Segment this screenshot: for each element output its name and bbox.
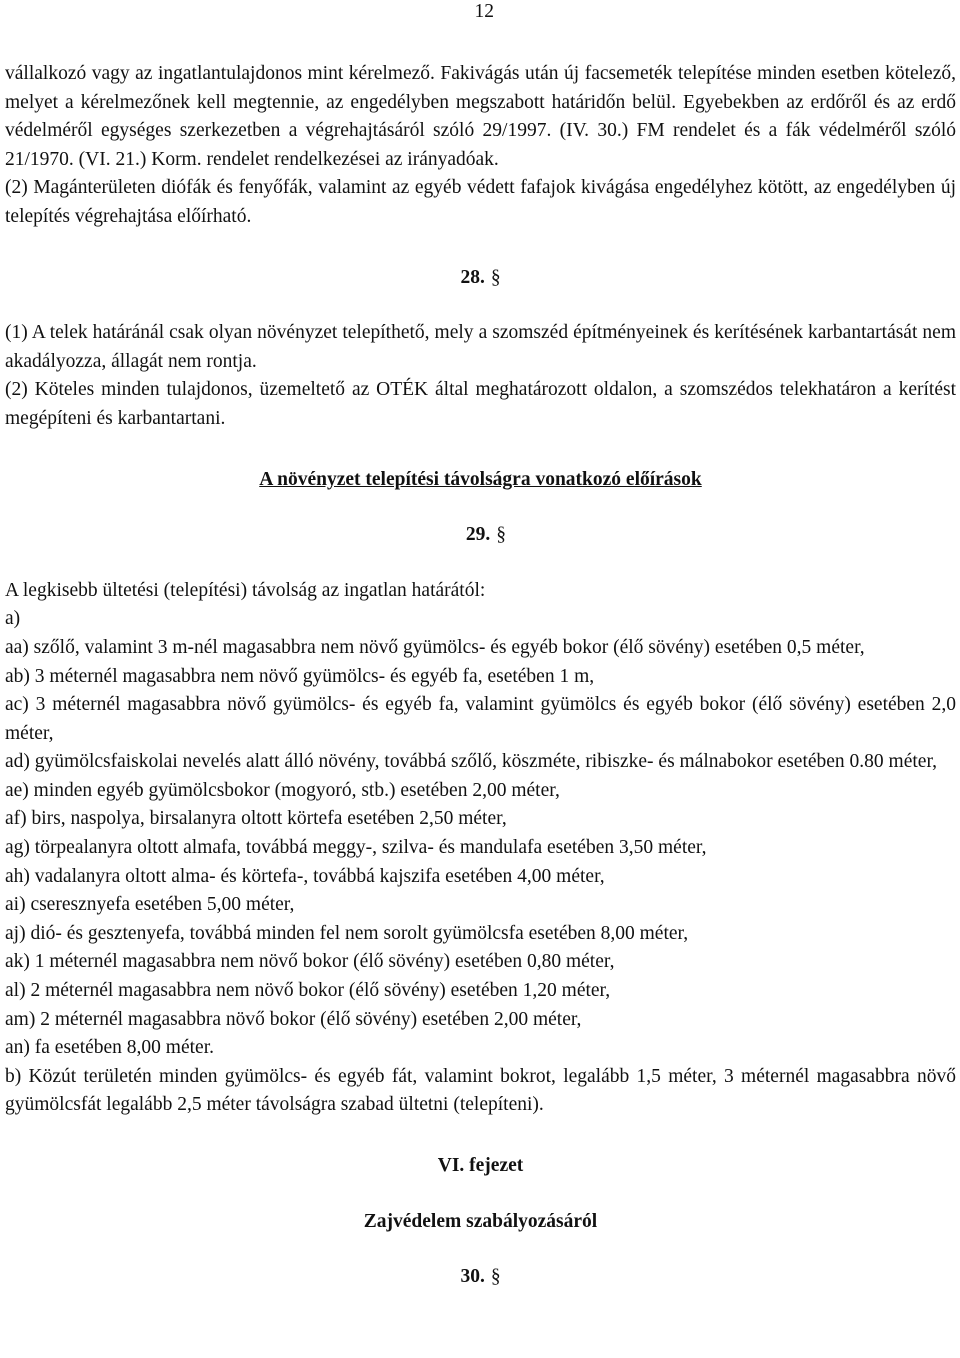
section-28-paragraph-1: (1) A telek határánál csak olyan növényzet telepíthető, mely a szomszéd építményeinek és kerítésének karbantartását nem akadályozza, állagát nem rontja. bbox=[5, 322, 956, 372]
list-item: ac) 3 méternél magasabbra növő gyümölcs- és egyéb fa, valamint gyümölcs és egyéb bokor (élő sövény) esetében 2,0 méter, bbox=[5, 694, 956, 744]
intro-block bbox=[5, 60, 956, 232]
list-item: aj) dió- és gesztenyefa, továbbá minden fel nem sorolt gyümölcsfa esetében 8,00 méter, bbox=[5, 922, 689, 944]
section-30-number: 30. bbox=[460, 1266, 485, 1288]
section-28-number: 28. bbox=[460, 266, 485, 288]
list-item: ai) cseresznyefa esetében 5,00 méter, bbox=[5, 894, 295, 916]
section-29-lead: A legkisebb ültetési (telepítési) távolság az ingatlan határától: bbox=[5, 579, 486, 601]
list-item: aa) szőlő, valamint 3 m-nél magasabbra nem növő gyümölcs- és egyéb bokor (élő sövény) esetében 0,5 méter, bbox=[5, 636, 865, 658]
page-number: 12 bbox=[474, 1, 494, 22]
list-item: af) birs, naspolya, birsalanyra oltott körtefa esetében 2,50 méter, bbox=[5, 808, 507, 830]
section-symbol: § bbox=[496, 524, 506, 546]
list-item: al) 2 méternél magasabbra nem növő bokor (élő sövény) esetében 1,20 méter, bbox=[5, 980, 611, 1002]
chapter-title: VI. fejezet bbox=[437, 1155, 524, 1176]
distance-list bbox=[5, 634, 956, 1063]
list-item: am) 2 méternél magasabbra növő bokor (élő sövény) esetében 2,00 méter, bbox=[5, 1008, 582, 1030]
section-30-heading bbox=[5, 1263, 956, 1292]
section-symbol: § bbox=[490, 1266, 501, 1288]
planting-distance-heading: A növényzet telepítési távolságra vonatkozó előírások bbox=[259, 468, 702, 490]
section-symbol: § bbox=[490, 266, 501, 288]
section-28-paragraph-2: (2) Köteles minden tulajdonos, üzemeltető az OTÉK által meghatározott oldalon, a szomszédos telekhatáron a kerítést megépíteni és karbantartani. bbox=[5, 379, 956, 429]
chapter-subtitle: Zajvédelem szabályozásáról bbox=[363, 1210, 598, 1232]
section-29-heading bbox=[5, 521, 956, 550]
list-item: ab) 3 méternél magasabbra nem növő gyümölcs- és egyéb fa, esetében 1 m, bbox=[5, 665, 595, 687]
list-item: ae) minden egyéb gyümölcsbokor (mogyoró, stb.) esetében 2,00 méter, bbox=[5, 779, 560, 801]
section-28-heading bbox=[5, 264, 956, 293]
list-item: ad) gyümölcsfaiskolai nevelés alatt álló növény, továbbá szőlő, köszméte, ribiszke- és málnabokor esetében 0.80 méter, bbox=[5, 751, 938, 773]
document-body bbox=[5, 60, 956, 1292]
section-29-item-a: a) bbox=[5, 608, 21, 630]
intro-paragraph-2: (2) Magánterületen diófák és fenyőfák, valamint az egyéb védett fafajok kivágása engedélyhez kötött, az engedélyben új telepítés végrehajtása előírható. bbox=[5, 177, 956, 227]
section-29-item-b: b) Közút területén minden gyümölcs- és egyéb fát, valamint bokrot, legalább 1,5 méter, 3 méternél magasabbra növő gyümölcsfát legalább 2,5 méter távolságra szabad ültetni (telepíteni). bbox=[5, 1065, 956, 1116]
section-29-number: 29. bbox=[465, 524, 491, 546]
list-item: ag) törpealanyra oltott almafa, továbbá meggy-, szilva- és mandulafa esetében 3,50 méter, bbox=[5, 837, 707, 859]
list-item: an) fa esetében 8,00 méter. bbox=[5, 1037, 214, 1059]
list-item: ah) vadalanyra oltott alma- és körtefa-, továbbá kajszifa esetében 4,00 méter, bbox=[5, 865, 605, 887]
list-item: ak) 1 méternél magasabbra nem növő bokor (élő sövény) esetében 0,80 méter, bbox=[5, 951, 615, 973]
intro-paragraph-1: vállalkozó vagy az ingatlantulajdonos mint kérelmező. Fakivágás után új facsemeték telepítése minden esetben kötelező, melyet a kérelmezőnek kell megtennie, az engedélyben megszabott határidőn belül. Egyebekben az erdőről és az erdő védelméről egységes szerkezetben a végrehajtásáról szóló 29/1997. (IV. 30.) FM rendelet és a fák védelméről szóló 21/1970. (VI. 21.) Korm. rendelet rendelkezései az irányadóak. bbox=[5, 63, 956, 170]
